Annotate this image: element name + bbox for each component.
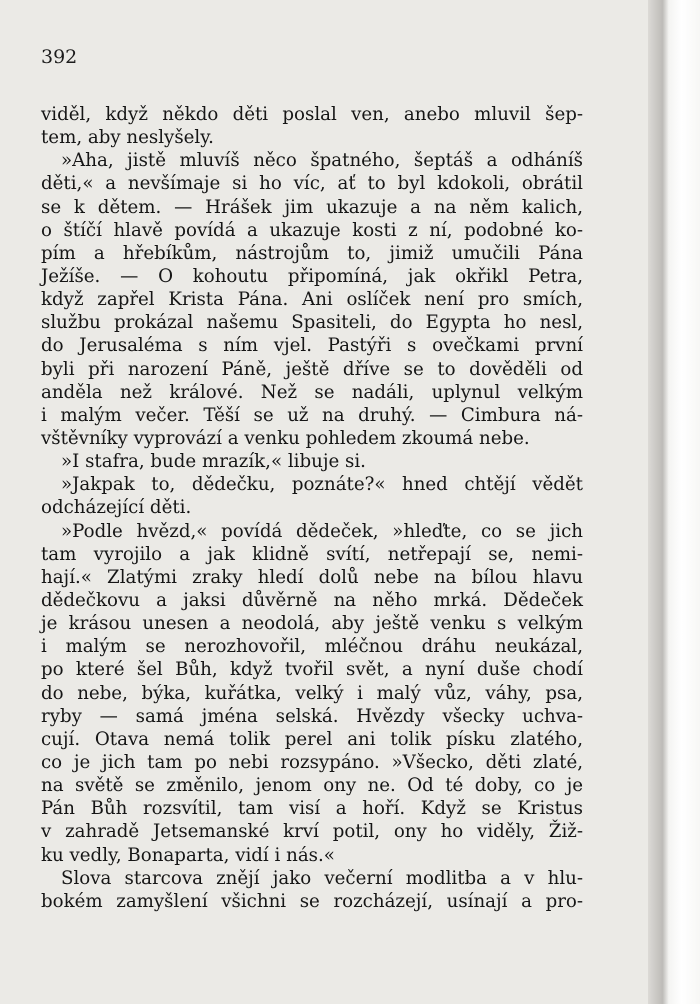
text-line: Pán Bůh rozsvítil, tam visí a hoří. Když se Kristus	[41, 798, 583, 820]
text-line: »Aha, jistě mluvíš něco špatného, šeptáš a odháníš	[61, 150, 583, 172]
text-line: službu prokázal našemu Spasiteli, do Egypta ho nesl,	[41, 312, 583, 334]
body-text	[41, 103, 583, 913]
text-line: dědečkovu a jaksi důvěrně na něho mrká. Dědeček	[41, 589, 583, 611]
text-line: pím a hřebíkům, nástrojům to, jimiž umučili Pána	[41, 242, 583, 264]
text-line: na světě se změnilo, jenom ony ne. Od té doby, co je	[41, 775, 583, 797]
text-line: když zapřel Krista Pána. Ani oslíček není pro smích,	[41, 289, 583, 311]
text-line: co je jich tam po nebi rozsypáno. »Všecko, děti zlaté,	[41, 751, 583, 773]
text-line: »Jakpak to, dědečku, poznáte?« hned chtějí vědět	[61, 474, 583, 496]
text-line: se k dětem. — Hrášek jim ukazuje a na něm kalich,	[41, 196, 583, 218]
text-line: anděla než králové. Než se nadáli, uplynul velkým	[41, 381, 583, 403]
text-line: tem, aby neslyšely.	[41, 127, 214, 149]
text-line: o štíčí hlavě povídá a ukazuje kosti z ní, podobné ko-	[41, 219, 583, 241]
text-line: »Podle hvězd,« povídá dědeček, »hleďte, co se jich	[61, 520, 583, 542]
text-line: je krásou unesen a neodolá, aby ještě venku s velkým	[41, 613, 583, 635]
text-line: Ježíše. — O kohoutu připomíná, jak okřikl Petra,	[41, 265, 583, 287]
text-line: po které šel Bůh, když tvořil svět, a nyní duše chodí	[41, 659, 583, 681]
text-line: byli při narození Páně, ještě dříve se to dověděli od	[41, 358, 583, 380]
text-line: i malým večer. Těší se už na druhý. — Cimbura ná-	[41, 404, 583, 426]
text-line: cují. Otava nemá tolik perel ani tolik písku zlatého,	[41, 728, 583, 750]
text-line: hají.« Zlatými zraky hledí dolů nebe na bílou hlavu	[41, 566, 583, 588]
text-line: odcházející děti.	[41, 497, 192, 519]
text-line: viděl, když někdo děti poslal ven, anebo mluvil šep-	[41, 104, 583, 125]
text-line: děti,« a nevšímaje si ho víc, ať to byl kdokoli, obrátil	[41, 173, 583, 195]
text-line: bokém zamyšlení všichni se rozcházejí, usínají a pro-	[41, 890, 583, 912]
text-line: do nebe, býka, kuřátka, velký i malý vůz, váhy, psa,	[41, 682, 583, 704]
text-line: i malým se nerozhovořil, mléčnou dráhu neukázal,	[41, 636, 583, 658]
text-line: vštěvníky vyprovází a venku pohledem zkoumá nebe.	[41, 427, 530, 449]
text-line: v zahradě Jetsemanské krví potil, ony ho viděly, Žiž-	[41, 821, 583, 843]
page-gutter	[648, 0, 700, 1004]
text-line: tam vyrojilo a jak klidně svítí, netřepají se, nemi-	[41, 543, 583, 565]
text-line: Slova starcova znějí jako večerní modlitba a v hlu-	[61, 867, 583, 889]
text-line: »I stafra, bude mrazík,« libuje si.	[61, 451, 366, 473]
text-line: ryby — samá jména selská. Hvězdy všecky uchva-	[41, 705, 583, 727]
text-line: do Jerusaléma s ním vjel. Pastýři s ovečkami první	[41, 335, 583, 357]
page-number: 392	[41, 46, 78, 68]
text-line: ku vedly, Bonaparta, vidí i nás.«	[41, 844, 335, 866]
